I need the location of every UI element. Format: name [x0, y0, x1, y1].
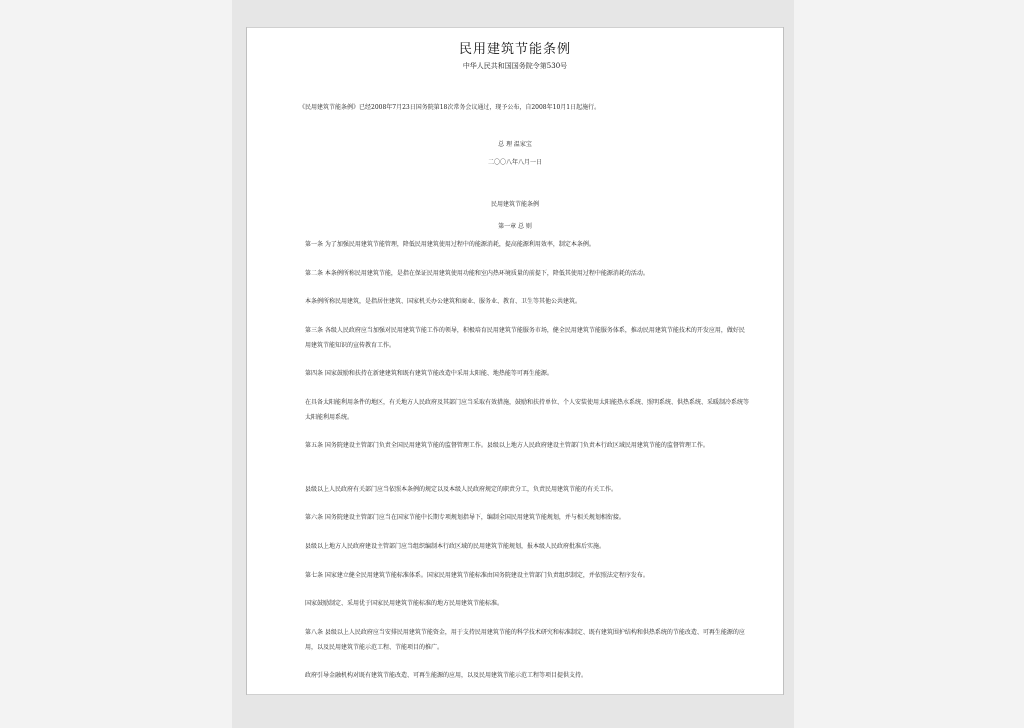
chapter-title: 第一章 总 则	[498, 223, 532, 230]
document-viewer	[232, 0, 794, 728]
article-paragraph: 第二条 本条例所称民用建筑节能，是指在保证民用建筑使用功能和室内热环境质量的前提下，降低其使用过程中能源消耗的活动。	[305, 270, 649, 277]
signer: 总 理 温家宝	[498, 141, 532, 148]
article-paragraph: 第一条 为了加强民用建筑节能管理，降低民用建筑使用过程中的能源消耗，提高能源利用效率，制定本条例。	[305, 241, 595, 248]
page-bottom-border	[247, 694, 783, 695]
article-paragraph: 第三条 各级人民政府应当加强对民用建筑节能工作的领导，积极培育民用建筑节能服务市场，健全民用建筑节能服务体系，推动民用建筑节能技术的开发应用，做好民用建筑节能知识的宣传教育工作。	[305, 327, 745, 349]
article-paragraph: 第五条 国务院建设主管部门负责全国民用建筑节能的监督管理工作。县级以上地方人民政府建设主管部门负责本行政区域民用建筑节能的监督管理工作。	[305, 442, 709, 449]
promulgation-text: 《民用建筑节能条例》已经2008年7月23日国务院第18次常务会议通过，现予公布，自2008年10月1日起施行。	[299, 104, 601, 111]
article-paragraph: 第八条 县级以上人民政府应当安排民用建筑节能资金，用于支持民用建筑节能的科学技术研究和标准制定、既有建筑围护结构和供热系统的节能改造、可再生能源的应用，以及民用建筑节能示范工程、节能项目的推广。	[305, 629, 745, 651]
article-paragraph: 第四条 国家鼓励和扶持在新建建筑和既有建筑节能改造中采用太阳能、地热能等可再生能源。	[305, 370, 553, 377]
section-title: 民用建筑节能条例	[490, 201, 539, 208]
document-title: 民用建筑节能条例	[458, 42, 571, 57]
signing-date: 二〇〇八年八月一日	[487, 159, 542, 166]
article-paragraph: 本条例所称民用建筑，是指居住建筑、国家机关办公建筑和商业、服务业、教育、卫生等其他公共建筑。	[305, 298, 582, 305]
article-paragraph: 县级以上人民政府有关部门应当依照本条例的规定以及本级人民政府规定的职责分工，负责民用建筑节能的有关工作。	[305, 486, 618, 493]
article-paragraph: 第七条 国家建立健全民用建筑节能标准体系。国家民用建筑节能标准由国务院建设主管部门负责组织制定，并依照法定程序发布。	[305, 572, 649, 579]
article-paragraph: 国家鼓励制定、采用优于国家民用建筑节能标准的地方民用建筑节能标准。	[305, 600, 504, 607]
article-paragraph: 政府引导金融机构对既有建筑节能改造、可再生能源的应用，以及民用建筑节能示范工程等项目提供支持。	[305, 672, 588, 679]
document-subtitle: 中华人民共和国国务院令第530号	[462, 62, 568, 70]
article-paragraph: 在具备太阳能利用条件的地区，有关地方人民政府及其部门应当采取有效措施，鼓励和扶持单位、个人安装使用太阳能热水系统、照明系统、供热系统、采暖制冷系统等太阳能利用系统。	[305, 399, 750, 421]
article-paragraph: 县级以上地方人民政府建设主管部门应当组织编制本行政区域的民用建筑节能规划，报本级人民政府批准后实施。	[305, 543, 606, 550]
page-top-border	[247, 27, 783, 28]
document-page	[246, 27, 784, 695]
article-paragraph: 第六条 国务院建设主管部门应当在国家节能中长期专项规划指导下，编制全国民用建筑节能规划，并与相关规划相衔接。	[305, 514, 625, 521]
